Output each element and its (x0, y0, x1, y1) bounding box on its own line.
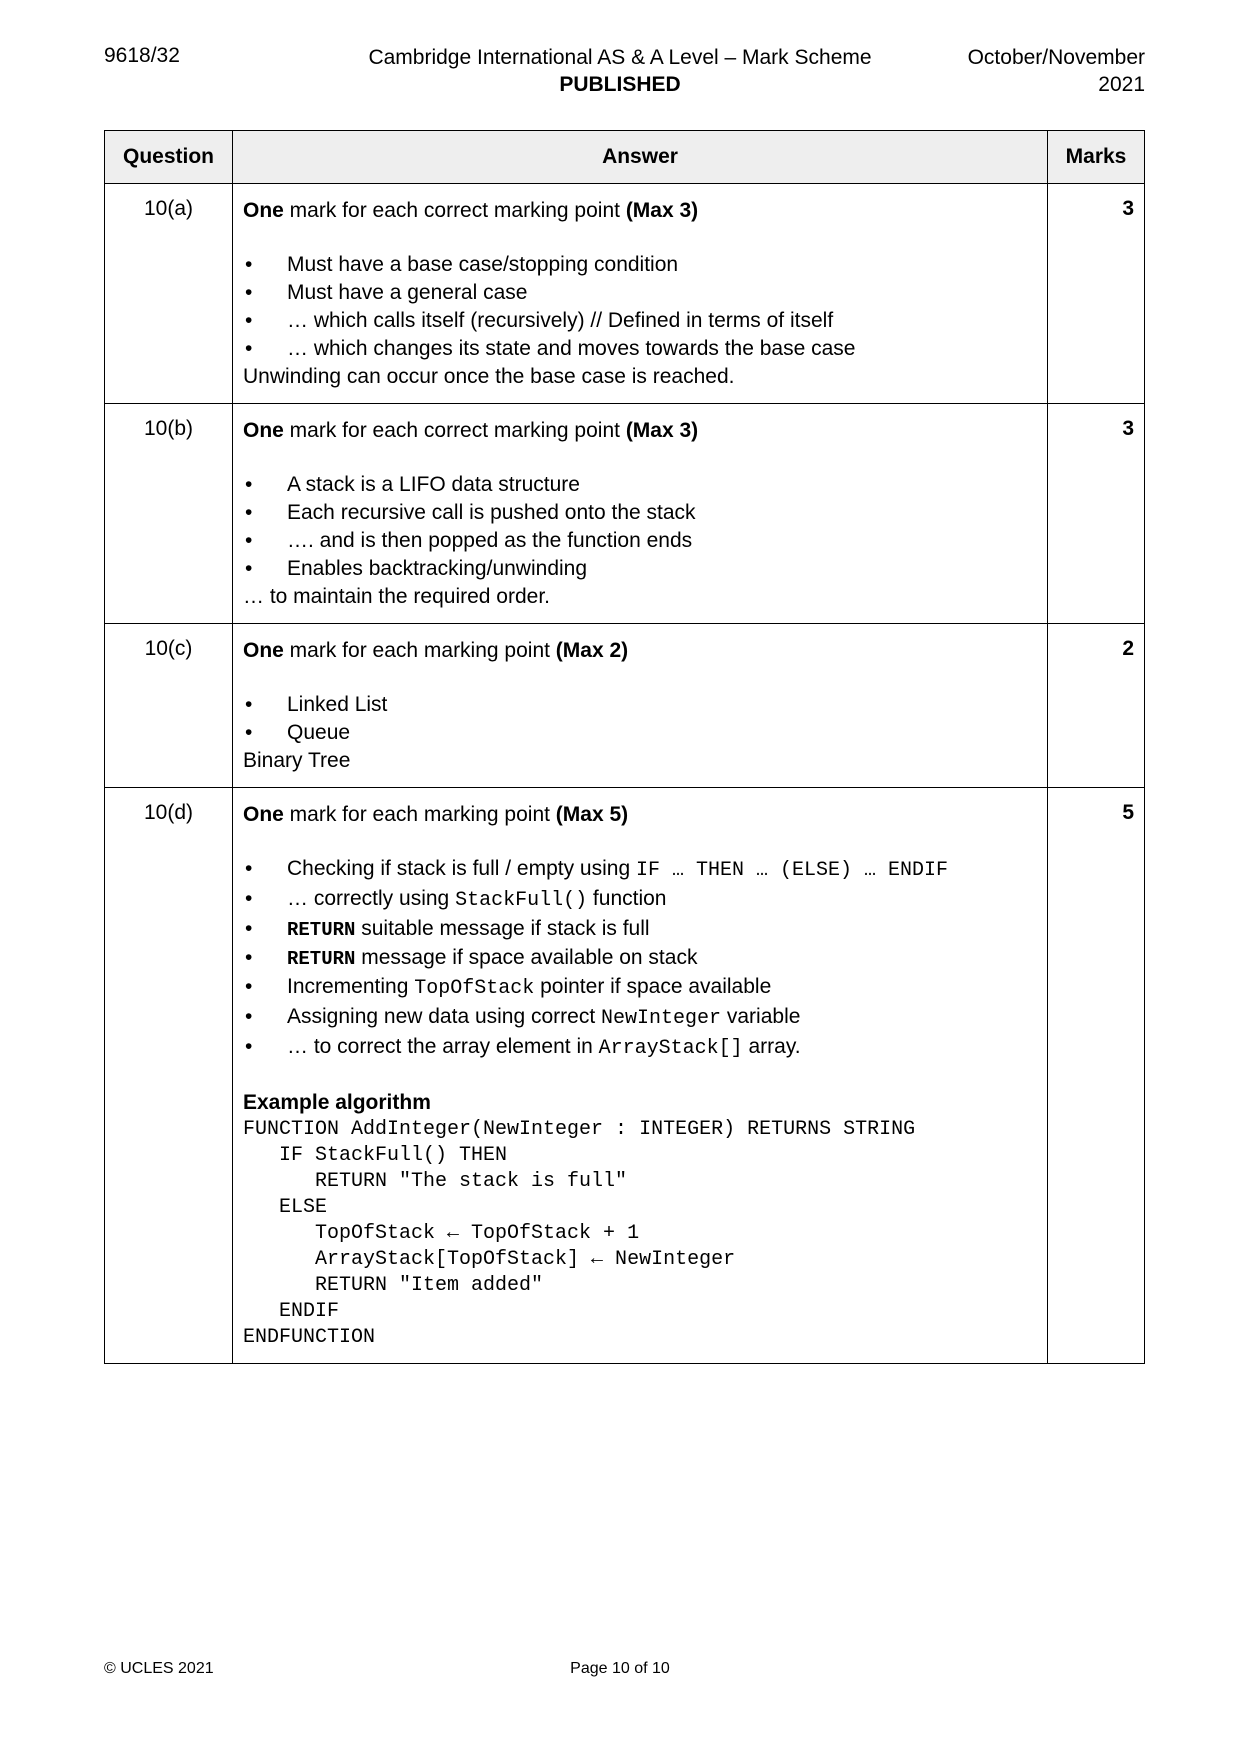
answer-cell (233, 184, 1048, 404)
marking-point: • …. and is then popped as the function ends (243, 527, 1037, 555)
page-number: Page 10 of 10 (570, 1660, 670, 1677)
code-line: TopOfStack ← TopOfStack + 1 (243, 1222, 640, 1245)
point-text: … to correct the array element in (287, 1035, 599, 1058)
point-text: Assigning new data using correct (287, 1005, 602, 1028)
code-line: ENDFUNCTION (243, 1326, 376, 1349)
instruction-max: (Max 5) (555, 803, 629, 826)
marking-instruction (243, 417, 1037, 445)
marking-point (243, 915, 1037, 944)
marking-point: • Linked List (243, 691, 1037, 719)
table-row-10c (105, 624, 1145, 788)
marking-point: • … which changes its state and moves towards the base case (243, 335, 1037, 363)
trailing-note: Unwinding can occur once the base case is reached. (243, 365, 735, 388)
marking-point: • A stack is a LIFO data structure (243, 471, 1037, 499)
instruction-max: (Max 3) (625, 199, 699, 222)
code-line: RETURN "Item added" (243, 1274, 544, 1297)
document-title: Cambridge International AS & A Level – Mark Scheme (368, 46, 872, 69)
document-title-block (300, 44, 940, 98)
instruction-bold: One (243, 419, 284, 442)
marking-point: • … which calls itself (recursively) // Defined in terms of itself (243, 307, 1037, 335)
mark-scheme-table (104, 130, 1145, 1364)
marking-points (243, 691, 1037, 747)
marking-point (243, 1033, 1037, 1063)
point-text: pointer if space available (534, 975, 772, 998)
point-text: … correctly using (287, 887, 456, 910)
instruction-bold: One (243, 803, 284, 826)
marking-point (243, 885, 1037, 915)
answer-cell (233, 624, 1048, 788)
marking-point: • Queue (243, 719, 1037, 747)
table-row-10a (105, 184, 1145, 404)
example-algorithm-code (243, 1117, 1037, 1351)
instruction-text: mark for each correct marking point (283, 199, 626, 222)
code-line: IF StackFull() THEN (243, 1144, 508, 1167)
instruction-text: mark for each correct marking point (283, 419, 626, 442)
point-text: array. (742, 1035, 801, 1058)
column-header-marks: Marks (1048, 131, 1145, 184)
code-line: RETURN "The stack is full" (243, 1170, 628, 1193)
point-code: RETURN (287, 948, 356, 970)
code-line: ELSE (243, 1196, 328, 1219)
column-header-answer: Answer (233, 131, 1048, 184)
marks-value: 3 (1048, 404, 1145, 624)
marking-point (243, 1003, 1037, 1033)
question-number: 10(d) (105, 788, 233, 1364)
point-text: function (587, 887, 667, 910)
point-code: StackFull() (455, 889, 588, 912)
marks-value: 2 (1048, 624, 1145, 788)
published-label: PUBLISHED (559, 73, 681, 96)
instruction-max: (Max 2) (555, 639, 629, 662)
answer-cell (233, 404, 1048, 624)
instruction-bold: One (243, 199, 284, 222)
marking-instruction (243, 197, 1037, 225)
point-text: variable (721, 1005, 801, 1028)
marks-value: 3 (1048, 184, 1145, 404)
exam-session-line1: October/November (967, 46, 1145, 69)
question-number: 10(b) (105, 404, 233, 624)
marking-point: • Each recursive call is pushed onto the stack (243, 499, 1037, 527)
example-algorithm-heading: Example algorithm (243, 1091, 431, 1114)
point-code: IF … THEN … (ELSE) … ENDIF (635, 859, 949, 882)
point-code: RETURN (287, 919, 356, 941)
code-line: FUNCTION AddInteger(NewInteger : INTEGER) RETURNS STRING (243, 1118, 916, 1141)
copyright-notice: © UCLES 2021 (104, 1660, 214, 1677)
marking-instruction (243, 637, 1037, 665)
marking-point: • Must have a base case/stopping condition (243, 251, 1037, 279)
question-number: 10(a) (105, 184, 233, 404)
exam-session-line2: 2021 (1098, 73, 1145, 96)
point-text: Incrementing (287, 975, 415, 998)
marking-points (243, 471, 1037, 583)
marking-point (243, 973, 1037, 1003)
marking-points (243, 251, 1037, 363)
marking-point: • Enables backtracking/unwinding (243, 555, 1037, 583)
marking-point: • Must have a general case (243, 279, 1037, 307)
marking-instruction (243, 801, 1037, 829)
marks-value: 5 (1048, 788, 1145, 1364)
marking-points (243, 855, 1037, 1063)
column-header-question: Question (105, 131, 233, 184)
instruction-bold: One (243, 639, 284, 662)
code-line: ArrayStack[TopOfStack] ← NewInteger (243, 1248, 736, 1271)
point-code: NewInteger (601, 1007, 722, 1030)
answer-cell (233, 788, 1048, 1364)
code-line: ENDIF (243, 1300, 340, 1323)
instruction-max: (Max 3) (625, 419, 699, 442)
point-text: message if space available on stack (355, 946, 698, 969)
instruction-text: mark for each marking point (283, 639, 556, 662)
point-text: suitable message if stack is full (355, 917, 650, 940)
table-header-row (105, 131, 1145, 184)
marking-point (243, 944, 1037, 973)
paper-code: 9618/32 (104, 44, 180, 67)
question-number: 10(c) (105, 624, 233, 788)
point-code: ArrayStack[] (598, 1037, 743, 1060)
table-row-10d (105, 788, 1145, 1364)
exam-session (968, 44, 1145, 98)
point-text: Checking if stack is full / empty using (287, 857, 636, 880)
trailing-note: Binary Tree (243, 749, 351, 772)
table-row-10b (105, 404, 1145, 624)
point-code: TopOfStack (414, 977, 535, 1000)
trailing-note: … to maintain the required order. (243, 585, 551, 608)
instruction-text: mark for each marking point (283, 803, 556, 826)
marking-point (243, 855, 1037, 885)
